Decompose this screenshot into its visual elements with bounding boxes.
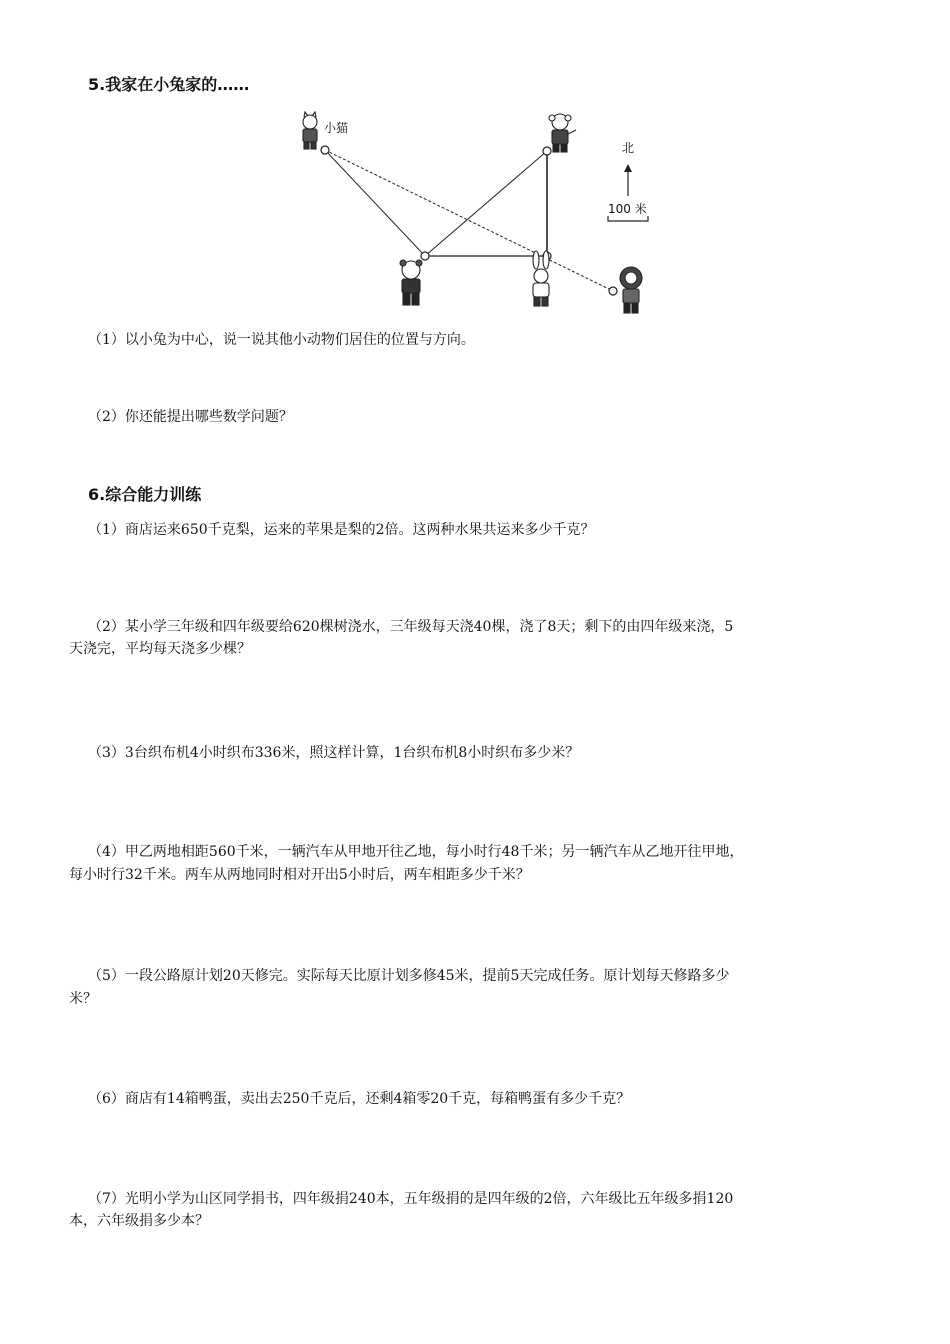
section-6-question-5-line-2: 米？ [69, 991, 97, 1007]
section-6-question-6: （6）商店有14箱鸭蛋，卖出去250千克后，还剩4箱零20千克，每箱鸭蛋有多少千克？ [88, 1091, 631, 1107]
rabbit-icon [533, 251, 549, 306]
section-5-question-1: （1）以小兔为中心，说一说其他小动物们居住的位置与方向。 [88, 332, 475, 348]
section-5-heading: 5.我家在小兔家的…… [88, 75, 250, 94]
cat-label: 小猫 [324, 121, 349, 135]
location-map-diagram [290, 110, 670, 320]
section-6-question-1: （1）商店运来650千克梨，运来的苹果是梨的2倍。这两种水果共运来多少千克？ [88, 522, 595, 538]
scale-label: 100 米 [608, 202, 647, 216]
section-6-question-4-line-1: （4）甲乙两地相距560千米，一辆汽车从甲地开往乙地，每小时行48千米；另一辆汽车从乙地开往甲地， [88, 844, 744, 860]
line-cat-to-left-animal [325, 150, 425, 256]
section-6-question-7-line-2: 本，六年级捐多少本？ [69, 1213, 209, 1229]
section-6-question-2-line-2: 天浇完，平均每天浇多少棵？ [69, 641, 251, 657]
cat-icon [303, 112, 317, 149]
left-animal-home-node [421, 252, 429, 260]
north-arrow-icon [624, 164, 632, 196]
section-6-heading: 6.综合能力训练 [88, 485, 202, 504]
scale-bar [608, 216, 648, 221]
section-6-question-5-line-1: （5）一段公路原计划20天修完。实际每天比原计划多修45米，提前5天完成任务。原计划每天修路多少 [88, 968, 730, 984]
section-6-question-7-line-1: （7）光明小学为山区同学捐书，四年级捐240本，五年级捐的是四年级的2倍，六年级比五年级多捐120 [88, 1191, 734, 1207]
section-5-question-2: （2）你还能提出哪些数学问题？ [88, 409, 293, 425]
north-label: 北 [622, 141, 635, 155]
section-6-question-2-line-1: （2）某小学三年级和四年级要给620棵树浇水，三年级每天浇40棵，浇了8天；剩下的由四年级来浇，5 [88, 619, 734, 635]
monkey-icon [549, 114, 576, 152]
bear-icon [400, 260, 422, 305]
cat-home-node [321, 146, 329, 154]
line-cat-to-lion [325, 150, 613, 291]
section-6-question-3: （3）3台织布机4小时织布336米，照这样计算，1台织布机8小时织布多少米？ [88, 745, 580, 761]
section-6-question-4-line-2: 每小时行32千米。两车从两地同时相对开出5小时后，两车相距多少千米？ [69, 867, 530, 883]
line-left-animal-to-top-animal [425, 151, 547, 256]
route-lines [325, 150, 613, 291]
top-animal-home-node [543, 147, 551, 155]
lion-home-node [609, 287, 617, 295]
lion-icon [620, 267, 642, 313]
